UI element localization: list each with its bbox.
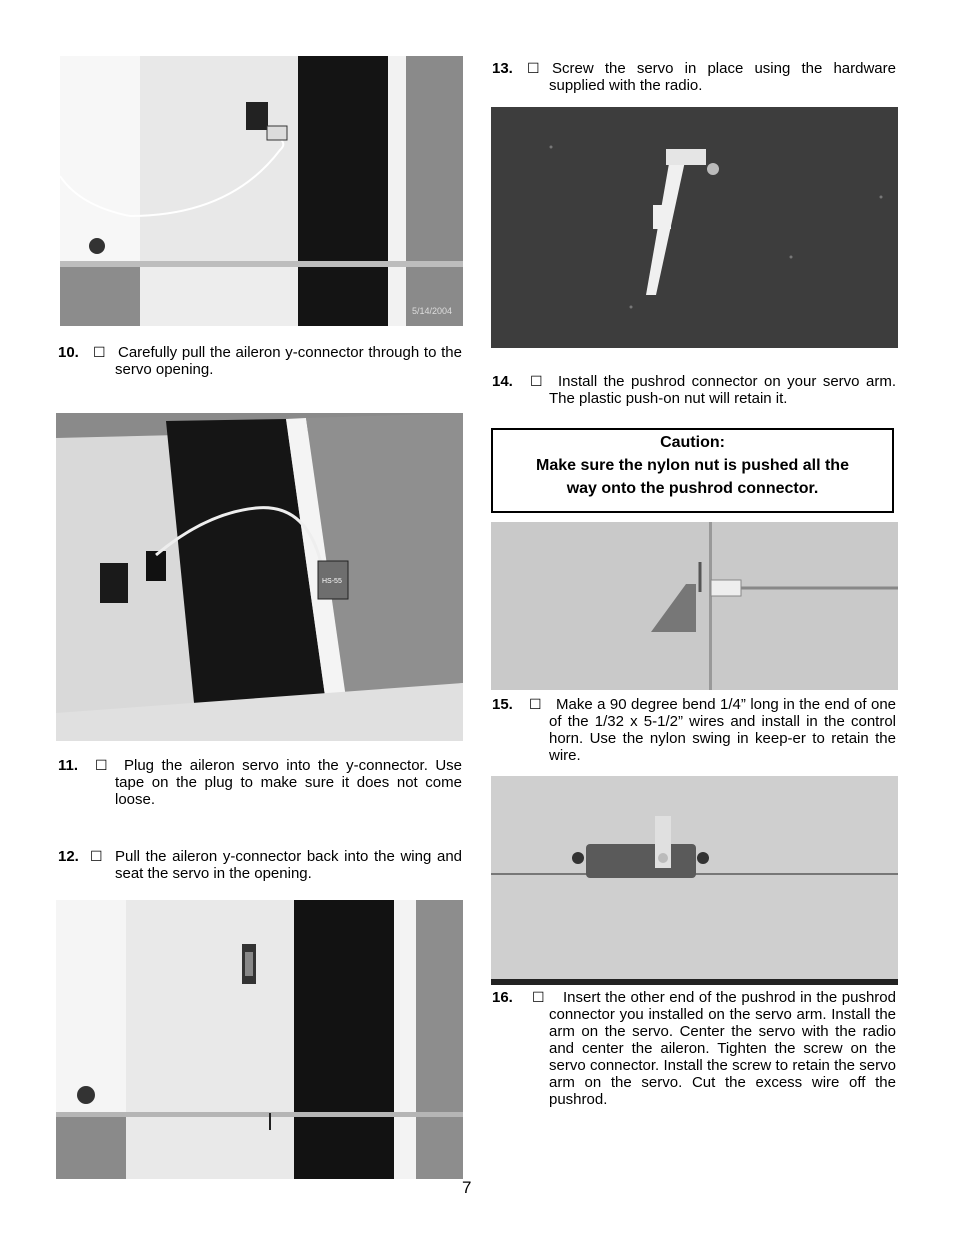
photo-pushrod-connector <box>491 776 898 985</box>
step-number: 10. <box>58 344 79 361</box>
step-text: Screw the servo in place using the hardware supplied with the radio. <box>549 60 896 94</box>
checkbox[interactable]: ☐ <box>529 696 542 712</box>
step-text: Plug the aileron servo into the y-connector. Use tape on the plug to make sure it does not come loose. <box>115 757 462 808</box>
step-number: 14. <box>492 373 513 390</box>
step-15 <box>492 696 896 764</box>
caution-line-1: Make sure the nylon nut is pushed all the <box>536 457 849 474</box>
step-number: 12. <box>58 848 79 865</box>
photo-servo-seated <box>56 900 463 1179</box>
page-number: 7 <box>462 1178 472 1197</box>
checkbox[interactable]: ☐ <box>530 373 543 389</box>
checkbox[interactable]: ☐ <box>527 60 540 76</box>
photo-control-horn <box>491 522 898 690</box>
step-text: Make a 90 degree bend 1/4” long in the end of one of the 1/32 x 5-1/2” wires and install in the control horn. Use the nylon swing in keep-er to retain the wire. <box>549 696 896 764</box>
caution-line-2: way onto the pushrod connector. <box>566 480 819 497</box>
caution-title: Caution: <box>660 434 725 451</box>
step-10 <box>58 344 462 378</box>
step-number: 15. <box>492 696 513 713</box>
step-number: 13. <box>492 60 513 77</box>
step-14 <box>492 373 896 407</box>
photo-servo-opening <box>60 56 463 326</box>
caution-box <box>491 428 894 513</box>
servo-label: HS-55 <box>322 578 342 585</box>
step-text: Insert the other end of the pushrod in the pushrod connector you installed on the servo arm. Install the arm on the servo. Center the servo with the radio and center the aileron. Tighten the screw on the servo connector. Install the screw to retain the servo arm on the servo. Cut the excess wire off the pushrod. <box>549 989 896 1108</box>
step-16 <box>492 989 896 1108</box>
step-text: Pull the aileron y-connector back into the wing and seat the servo in the opening. <box>115 848 462 882</box>
step-12 <box>58 848 462 882</box>
step-text: Install the pushrod connector on your servo arm. The plastic push-on nut will retain it. <box>549 373 896 407</box>
step-text: Carefully pull the aileron y-connector through to the servo opening. <box>115 344 462 378</box>
step-13 <box>492 60 896 94</box>
checkbox[interactable]: ☐ <box>93 344 106 360</box>
checkbox[interactable]: ☐ <box>95 757 108 773</box>
step-number: 16. <box>492 989 513 1006</box>
step-11 <box>58 757 462 808</box>
checkbox[interactable]: ☐ <box>532 989 545 1005</box>
photo-servo-plugged <box>56 413 463 741</box>
checkbox[interactable]: ☐ <box>90 848 103 864</box>
photo-servo-arm <box>491 107 898 348</box>
photo-date-stamp: 5/14/2004 <box>412 306 453 316</box>
step-number: 11. <box>58 757 79 774</box>
